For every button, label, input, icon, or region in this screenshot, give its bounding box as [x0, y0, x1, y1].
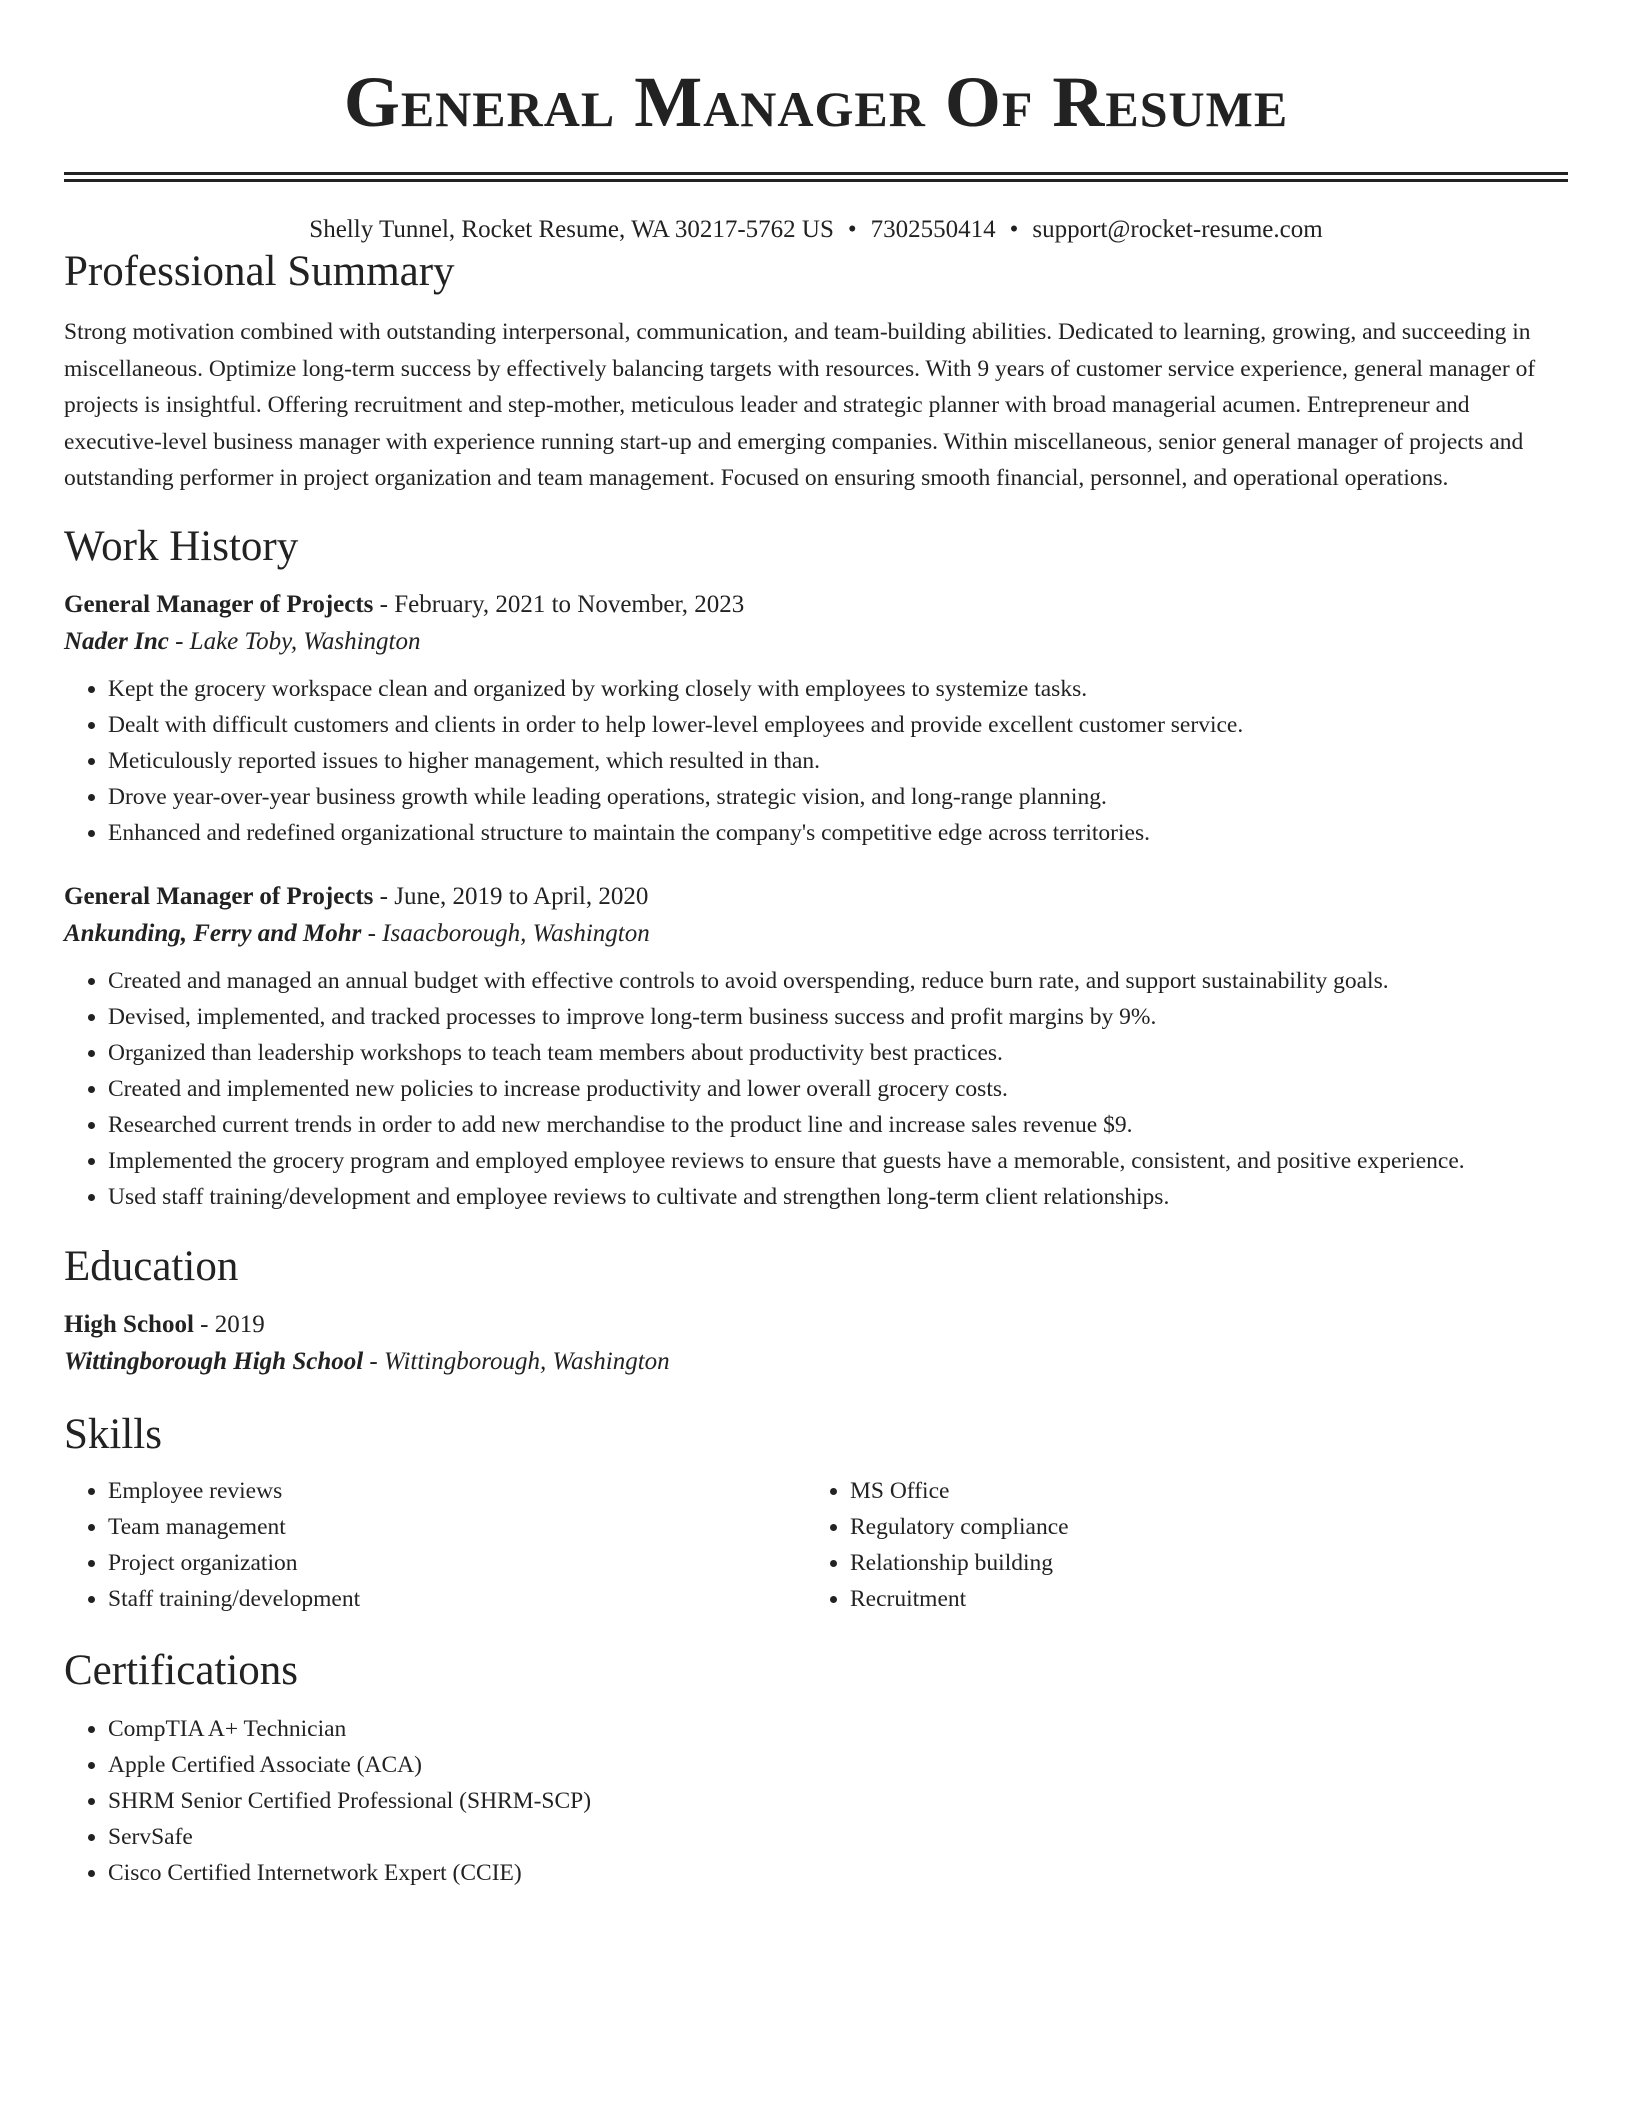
- list-item: • Created and implemented new policies to increase productivity and lower overall grocery costs.: [108, 1071, 1568, 1107]
- education-degree: High School: [64, 1310, 194, 1338]
- skills-right-column: [806, 1473, 1548, 1617]
- job-title: General Manager of Projects: [64, 590, 374, 618]
- list-item: • Researched current trends in order to add new merchandise to the product line and increase sales revenue $9.: [108, 1107, 1568, 1143]
- education-degree-line: [64, 1307, 1568, 1343]
- job-bullets: [64, 963, 1568, 1215]
- list-item: • Devised, implemented, and tracked processes to improve long-term business success and profit margins by 9%.: [108, 999, 1568, 1035]
- list-item: • MS Office: [850, 1473, 1548, 1509]
- contact-phone: 7302550414: [870, 216, 996, 243]
- list-item: • Organized than leadership workshops to teach team members about productivity best practices.: [108, 1035, 1568, 1071]
- contact-address: Shelly Tunnel, Rocket Resume, WA 30217-5762 US: [309, 216, 834, 243]
- list-item: • Recruitment: [850, 1581, 1548, 1617]
- list-item: • Staff training/development: [108, 1581, 806, 1617]
- job-company-line: [64, 915, 1568, 953]
- certifications-list: [64, 1711, 1568, 1891]
- job-location: - Isaacborough, Washington: [361, 919, 650, 947]
- skills-left-column: [64, 1473, 806, 1617]
- education-school-line: [64, 1343, 1568, 1381]
- job-entry: [64, 587, 1568, 851]
- list-item: • Employee reviews: [108, 1473, 806, 1509]
- education-location: - Wittingborough, Washington: [363, 1347, 670, 1375]
- section-heading-skills: Skills: [64, 1410, 162, 1458]
- list-item: • CompTIA A+ Technician: [108, 1711, 1568, 1747]
- education-school: Wittingborough High School: [64, 1347, 364, 1375]
- section-heading-certifications: Certifications: [64, 1646, 299, 1694]
- list-item: • Relationship building: [850, 1545, 1548, 1581]
- job-company: Ankunding, Ferry and Mohr: [64, 919, 362, 947]
- resume-title: General Manager Of Resume: [343, 62, 1289, 142]
- title-double-rule: [64, 172, 1568, 182]
- skills-grid: [64, 1473, 1568, 1617]
- section-heading-education: Education: [64, 1242, 239, 1290]
- contact-line: [64, 214, 1568, 246]
- job-title-line: [64, 587, 1568, 623]
- list-item: • Used staff training/development and employee reviews to cultivate and strengthen long-term client relationships.: [108, 1179, 1568, 1215]
- section-heading-work: Work History: [64, 522, 299, 570]
- job-dates: - June, 2019 to April, 2020: [373, 882, 649, 910]
- list-item: • Dealt with difficult customers and clients in order to help lower-level employees and provide excellent customer service.: [108, 707, 1568, 743]
- job-location: - Lake Toby, Washington: [168, 627, 421, 655]
- contact-separator: •: [1009, 216, 1019, 243]
- job-company: Nader Inc: [64, 627, 169, 655]
- section-heading-summary: Professional Summary: [64, 248, 455, 295]
- list-item: • Cisco Certified Internetwork Expert (CCIE): [108, 1855, 1568, 1891]
- contact-separator: •: [847, 216, 857, 243]
- list-item: • ServSafe: [108, 1819, 1568, 1855]
- list-item: • Project organization: [108, 1545, 806, 1581]
- list-item: • Implemented the grocery program and employed employee reviews to ensure that guests have a memorable, consistent, and positive experience.: [108, 1143, 1568, 1179]
- list-item: • Kept the grocery workspace clean and organized by working closely with employees to systemize tasks.: [108, 671, 1568, 707]
- job-entry: [64, 879, 1568, 1215]
- list-item: • SHRM Senior Certified Professional (SHRM-SCP): [108, 1783, 1568, 1819]
- contact-email: support@rocket-resume.com: [1032, 216, 1323, 243]
- list-item: • Regulatory compliance: [850, 1509, 1548, 1545]
- job-dates: - February, 2021 to November, 2023: [373, 590, 745, 618]
- list-item: • Created and managed an annual budget with effective controls to avoid overspending, reduce burn rate, and support sustainability goals.: [108, 963, 1568, 999]
- education-entry: [64, 1307, 1568, 1381]
- education-year: - 2019: [193, 1310, 265, 1338]
- list-item: • Meticulously reported issues to higher management, which resulted in than.: [108, 743, 1568, 779]
- list-item: • Team management: [108, 1509, 806, 1545]
- summary-text: Strong motivation combined with outstanding interpersonal, communication, and team-building abilities. Dedicated to learning, growing, and succeeding in miscellaneous. Optimize long-term success by effectively balancing targets with resources. With 9 years of customer service experience, general manager of projects is insightful. Offering recruitment and step-mother, meticulous leader and strategic planner with broad managerial acumen. Entrepreneur and executive-level business manager with experience running start-up and emerging companies. Within miscellaneous, senior general manager of projects and outstanding performer in project organization and team management. Focused on ensuring smooth financial, personnel, and operational operations.: [64, 319, 1536, 491]
- job-bullets: [64, 671, 1568, 851]
- job-title: General Manager of Projects: [64, 882, 374, 910]
- list-item: • Apple Certified Associate (ACA): [108, 1747, 1568, 1783]
- job-title-line: [64, 879, 1568, 915]
- list-item: • Drove year-over-year business growth while leading operations, strategic vision, and long-range planning.: [108, 779, 1568, 815]
- list-item: • Enhanced and redefined organizational structure to maintain the company's competitive edge across territories.: [108, 815, 1568, 851]
- job-company-line: [64, 623, 1568, 661]
